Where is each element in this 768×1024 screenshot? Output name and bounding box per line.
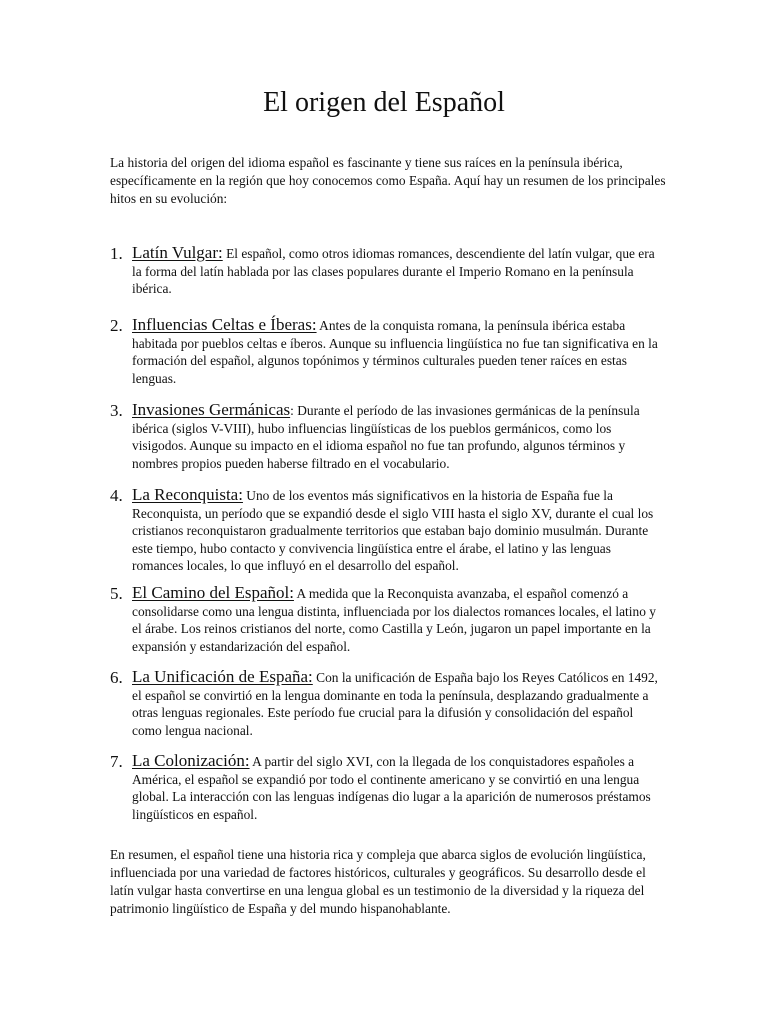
item-heading: Invasiones Germánicas bbox=[132, 400, 291, 419]
item-body: A medida que la Reconquista avanzaba, el español comenzó a consolidarse como una lengua distinta, influenciada por los dialectos romances locales, el latino y el árabe. Los reinos cristianos del norte, como Castilla y León, jugaron un papel importante en la expansión y estandarización del español. bbox=[132, 586, 656, 654]
item-number: 4. bbox=[110, 486, 123, 505]
item-text bbox=[132, 752, 662, 823]
item-number: 1. bbox=[110, 244, 123, 263]
item-body: Antes de la conquista romana, la península ibérica estaba habitada por pueblos celtas e íberos. Aunque su influencia lingüística no fue tan significativa en la formación del español, algunos topónimos y términos culturales pueden tener raíces en estas lenguas. bbox=[132, 318, 658, 386]
item-text bbox=[132, 401, 662, 472]
item-text bbox=[132, 244, 662, 298]
item-text bbox=[132, 668, 662, 739]
item-text bbox=[132, 486, 662, 575]
item-heading: El Camino del Español: bbox=[132, 583, 294, 602]
item-body: El español, como otros idiomas romances, descendiente del latín vulgar, que era la forma del latín hablada por las clases populares durante el Imperio Romano en la península ibérica. bbox=[132, 246, 655, 296]
page-title: El origen del Español bbox=[263, 87, 505, 118]
item-heading: La Unificación de España: bbox=[132, 667, 313, 686]
item-body: Con la unificación de España bajo los Reyes Católicos en 1492, el español se convirtió en la lengua dominante en toda la península, desplazando gradualmente a otras lenguas regionales. Este período fue crucial para la difusión y consolidación del español como lengua nacional. bbox=[132, 670, 658, 738]
item-body: A partir del siglo XVI, con la llegada de los conquistadores españoles a América, el español se expandió por todo el continente americano y se convirtió en una lengua global. La interacción con las lenguas indígenas dio lugar a la aparición de numerosos préstamos lingüísticos en español. bbox=[132, 754, 651, 822]
summary-paragraph: En resumen, el español tiene una historia rica y compleja que abarca siglos de evolución lingüística, influenciada por una variedad de factores históricos, culturales y geográficos. Su desarrollo desde el latín vulgar hasta convertirse en una lengua global es un testimonio de la diversidad y la riqueza del patrimonio lingüístico de España y del mundo hispanohablante. bbox=[110, 847, 646, 916]
item-text bbox=[132, 316, 662, 387]
item-body: : Durante el período de las invasiones germánicas de la península ibérica (siglos V-VIII), hubo influencias lingüísticas de los pueblos germánicos, como los visigodos. Aunque su impacto en el idioma español no fue tan profundo, algunos términos y nombres propios pueden haberse filtrado en el vocabulario. bbox=[132, 403, 640, 471]
item-body: Uno de los eventos más significativos en la historia de España fue la Reconquista, un período que se expandió desde el siglo VIII hasta el siglo XV, durante el cual los cristianos reconquistaron gradualmente territorios que estaban bajo dominio musulmán. Durante este tiempo, hubo contacto y convivencia lingüística entre el árabe, el latino y las lenguas romances locales, lo que influyó en el desarrollo del español. bbox=[132, 488, 654, 573]
intro-paragraph: La historia del origen del idioma español es fascinante y tiene sus raíces en la península ibérica, específicamente en la región que hoy conocemos como España. Aquí hay un resumen de los principales hitos en su evolución: bbox=[110, 155, 666, 206]
item-text bbox=[132, 584, 662, 655]
item-number: 3. bbox=[110, 401, 123, 420]
item-heading: Influencias Celtas e Íberas: bbox=[132, 315, 317, 334]
item-heading: La Reconquista: bbox=[132, 485, 243, 504]
item-number: 2. bbox=[110, 316, 123, 335]
item-heading: La Colonización: bbox=[132, 751, 250, 770]
item-number: 6. bbox=[110, 668, 123, 687]
item-heading: Latín Vulgar: bbox=[132, 243, 223, 262]
item-number: 5. bbox=[110, 584, 123, 603]
item-number: 7. bbox=[110, 752, 123, 771]
